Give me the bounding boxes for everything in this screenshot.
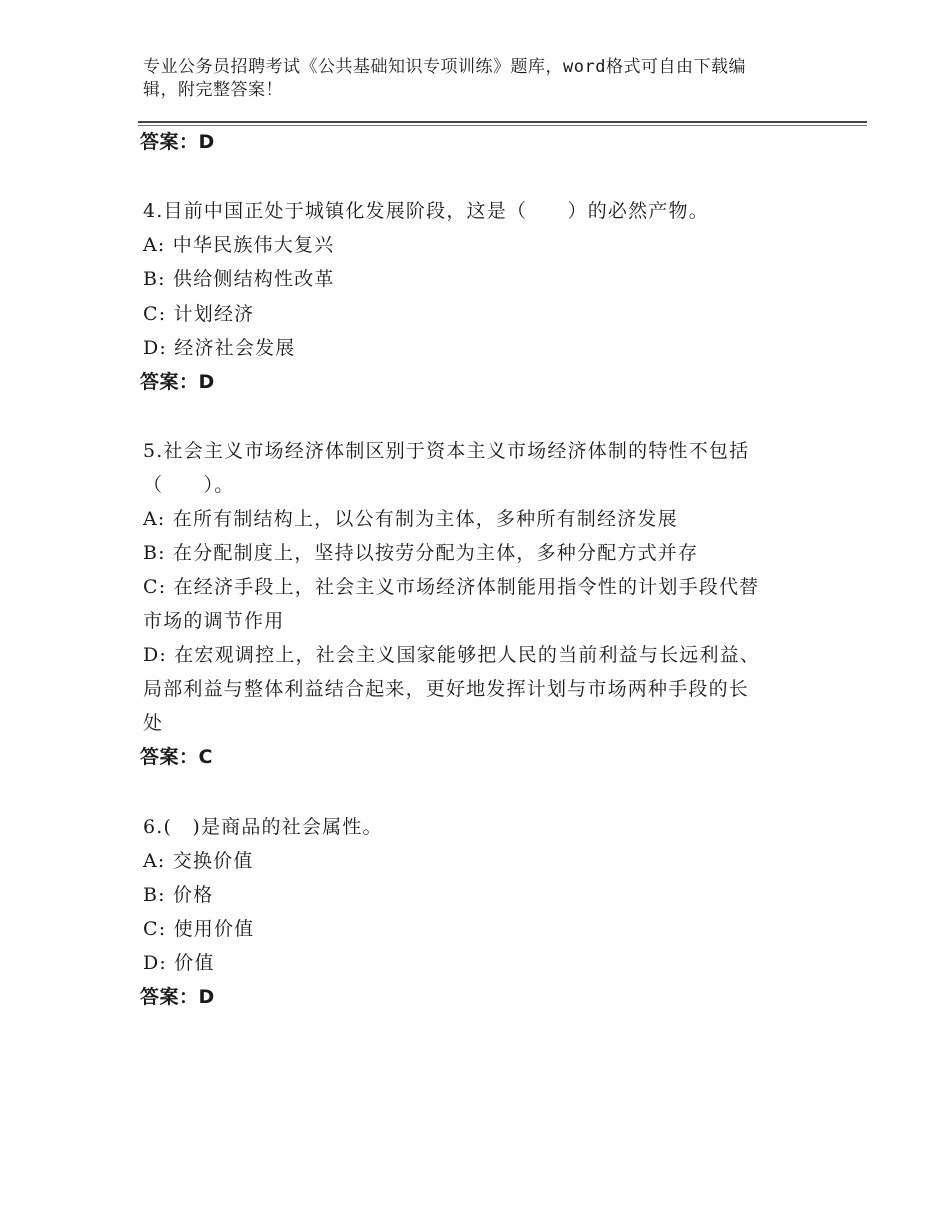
- question-4-option-c: C: 计划经济: [143, 303, 255, 325]
- question-5-answer: 答案：C: [140, 746, 213, 768]
- document-header: [143, 56, 793, 102]
- header-line-2: 辑，附完整答案！: [143, 80, 283, 100]
- question-5-option-c-line-1: C: 在经济手段上，社会主义市场经济体制能用指令性的计划手段代替: [143, 576, 760, 598]
- header-line-1: 专业公务员招聘考试《公共基础知识专项训练》题库，word格式可自由下载编: [143, 57, 746, 77]
- question-6-stem: 6.( )是商品的社会属性。: [143, 816, 383, 838]
- question-4-option-b: B: 供给侧结构性改革: [143, 268, 335, 290]
- question-5-option-d-line-1: D: 在宏观调控上，社会主义国家能够把人民的当前利益与长远利益、: [143, 644, 761, 666]
- question-5-option-d-line-2: 局部利益与整体利益结合起来，更好地发挥计划与市场两种手段的长: [143, 678, 750, 700]
- question-6-option-a: A: 交换价值: [143, 850, 254, 872]
- question-6-option-c: C: 使用价值: [143, 918, 255, 940]
- header-divider-thin: [138, 125, 867, 126]
- question-4-option-d: D: 经济社会发展: [143, 337, 296, 359]
- question-4-answer: 答案：D: [140, 371, 215, 393]
- question-5-stem-line-2: （ ）。: [143, 474, 235, 496]
- question-5-option-d-line-3: 处: [143, 712, 164, 734]
- question-6-option-d: D: 价值: [143, 952, 215, 974]
- header-divider-thick: [138, 121, 867, 123]
- question-5-option-a: A: 在所有制结构上，以公有制为主体，多种所有制经济发展: [143, 508, 678, 530]
- question-4-option-a: A: 中华民族伟大复兴: [143, 234, 335, 256]
- question-6-option-b: B: 价格: [143, 884, 214, 906]
- question-5-stem-line-1: 5.社会主义市场经济体制区别于资本主义市场经济体制的特性不包括: [143, 440, 750, 462]
- question-5-option-c-line-2: 市场的调节作用: [143, 610, 285, 632]
- question-4-stem: 4.目前中国正处于城镇化发展阶段，这是（ ）的必然产物。: [143, 200, 709, 222]
- question-6-answer: 答案：D: [140, 986, 215, 1008]
- previous-answer: 答案：D: [140, 131, 215, 153]
- question-5-option-b: B: 在分配制度上，坚持以按劳分配为主体，多种分配方式并存: [143, 542, 699, 564]
